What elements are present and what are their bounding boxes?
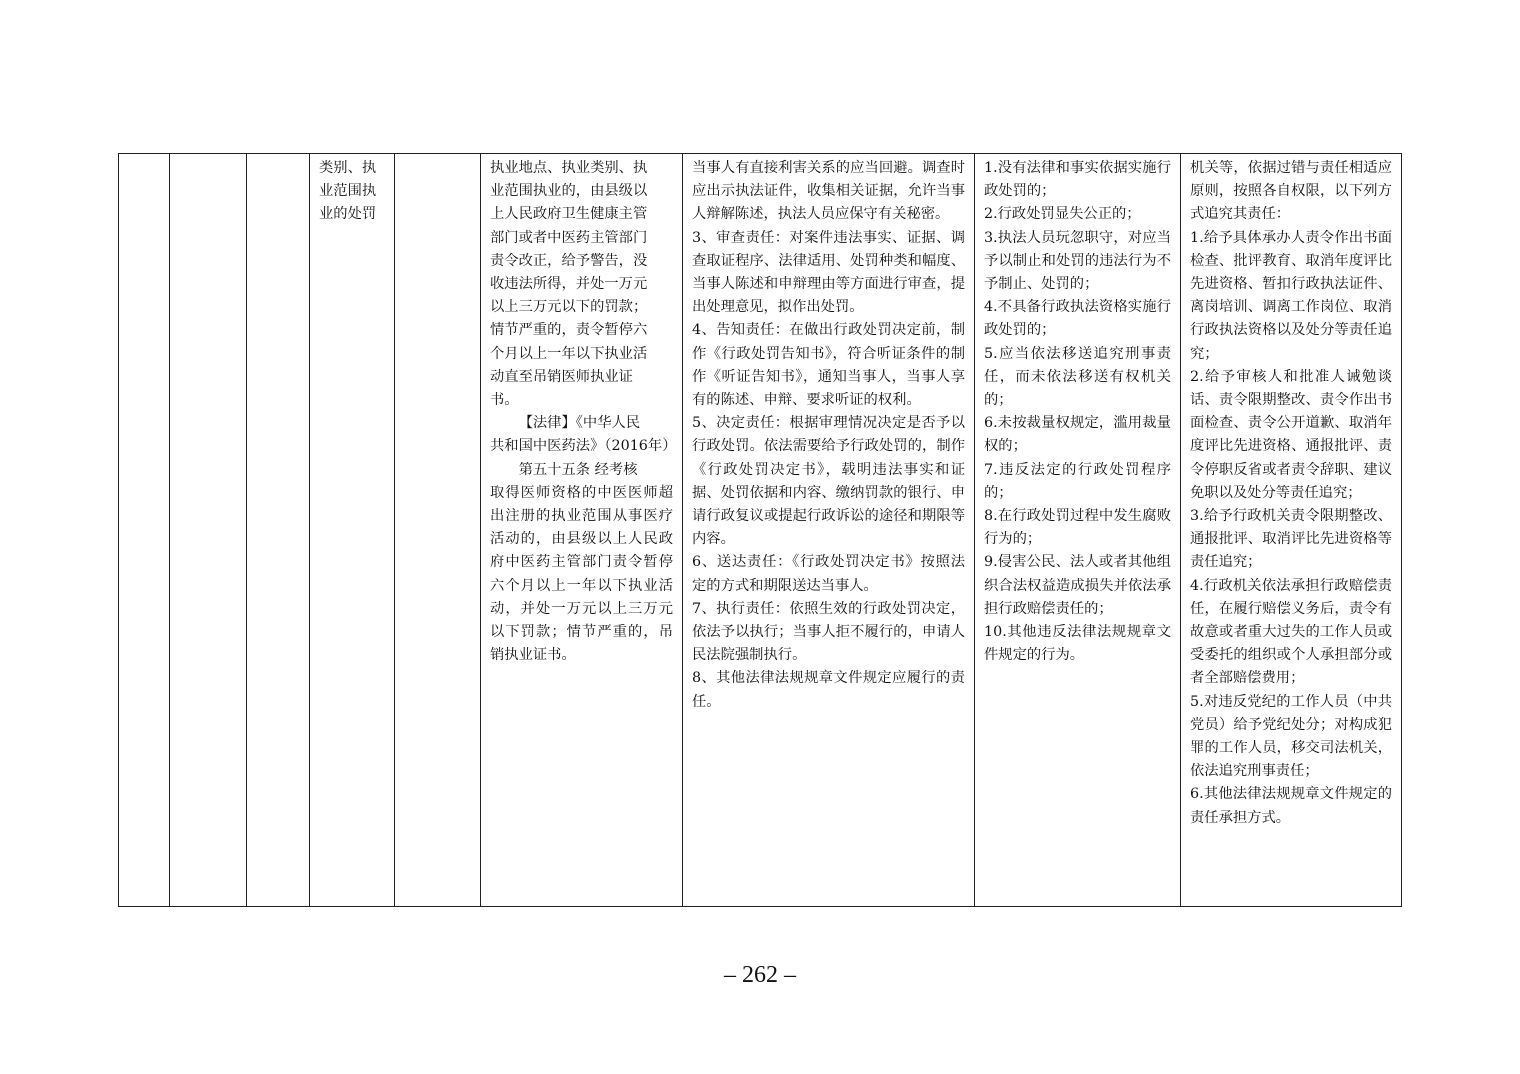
legal-basis-line: 部门或者中医药主管部门 (490, 229, 648, 246)
accountability-case-item: 1.没有法律和事实依据实施行政处罚的； (984, 160, 1171, 200)
legal-basis-text (481, 154, 682, 667)
cell-col3-empty (247, 154, 310, 907)
cell-accountability-cases (975, 154, 1181, 907)
category-line: 类别、执 (319, 160, 377, 176)
accountability-case-item: 6.未按裁量权规定，滥用裁量权的； (984, 415, 1171, 455)
legal-basis-line: 上人民政府卫生健康主管 (490, 206, 648, 223)
accountability-methods-text (1181, 154, 1401, 830)
article-body: 取得医师资格的中医医师超出注册的执业范围从事医疗活动的，由县级以上人民政府中医药主管部门责令暂停六个月以上一年以下执业活动，并处一万元以上三万元以下罚款；情节严重的，吊销执业证书。 (490, 484, 673, 664)
legal-basis-line: 责令改正，给予警告，没 (490, 252, 648, 269)
accountability-method-item: 5.对违反党纪的工作人员（中共党员）给予党纪处分；对构成犯罪的工作人员，移交司法机关，依法追究刑事责任； (1190, 693, 1392, 780)
responsibility-item: 5、决定责任：根据审理情况决定是否予以行政处罚。依法需要给予行政处罚的，制作《行政处罚决定书》，载明违法事实和证据、处罚依据和内容、缴纳罚款的银行、申请行政复议或提起行政诉讼的途径和期限等内容。 (692, 415, 965, 548)
accountability-case-item: 7.违反法定的行政处罚程序的； (984, 461, 1171, 501)
accountability-case-item: 5.应当依法移送追究刑事责任，而未依法移送有权机关的； (984, 345, 1171, 409)
responsibility-item: 3、审查责任：对案件违法事实、证据、调查取证程序、法律适用、处罚种类和幅度、当事人陈述和申辩理由等方面进行审查，提出处理意见，拟作出处罚。 (692, 229, 965, 316)
responsibility-text (683, 154, 974, 714)
accountability-method-item: 6.其他法律法规规章文件规定的责任承担方式。 (1190, 786, 1392, 826)
cell-col2-empty (170, 154, 247, 907)
accountability-method-item: 2.给予审核人和批准人诫勉谈话、责令限期整改、责令作出书面检查、责令公开道歉、取消年度评比先进资格、通报批评、责令停职反省或者责令辞职、建议免职以及处分等责任追究； (1190, 368, 1392, 501)
accountability-case-item: 3.执法人员玩忽职守，对应当予以制止和处罚的违法行为不予制止、处罚的； (984, 229, 1171, 293)
accountability-case-item: 4.不具备行政执法资格实施行政处罚的； (984, 299, 1171, 339)
accountability-case-item: 8.在行政处罚过程中发生腐败行为的； (984, 508, 1171, 548)
accountability-case-item: 9.侵害公民、法人或者其他组织合法权益造成损失并依法承担行政赔偿责任的； (984, 554, 1171, 617)
legal-basis-line: 个月以上一年以下执业活 (490, 345, 648, 362)
accountability-method-item: 3.给予行政机关责令限期整改、通报批评、取消评比先进资格等责任追究； (1190, 508, 1392, 571)
cell-category (310, 154, 395, 907)
cell-responsibility (683, 154, 975, 907)
category-line: 业的处罚 (319, 206, 377, 223)
cell-legal-basis (481, 154, 683, 907)
page-number: – 262 – (724, 962, 796, 988)
responsibility-item: 8、其他法律法规规章文件规定应履行的责任。 (692, 670, 965, 710)
accountability-cases-text (975, 154, 1180, 667)
category-line: 业范围执 (319, 183, 377, 200)
table-row (119, 154, 1402, 907)
law-title: 【法律】《中华人民 (518, 415, 641, 432)
responsibility-item: 4、告知责任：在做出行政处罚决定前，制作《行政处罚告知书》，符合听证条件的制作《听证告知书》，通知当事人，当事人享有的陈述、申辩、要求听证的权利。 (692, 322, 965, 409)
responsibility-item: 当事人有直接利害关系的应当回避。调查时应出示执法证件，收集相关证据，允许当事人辩解陈述，执法人员应保守有关秘密。 (692, 160, 965, 223)
accountability-case-item: 2.行政处罚显失公正的； (984, 206, 1141, 223)
category-text (310, 154, 394, 227)
legal-basis-line: 业范围执业的，由县级以 (490, 183, 648, 200)
cell-accountability-methods (1181, 154, 1402, 907)
legal-basis-line: 书。 (490, 392, 519, 409)
accountability-case-item: 10.其他违反法律法规规章文件规定的行为。 (984, 624, 1171, 664)
legal-basis-line: 收违法所得，并处一万元 (490, 276, 648, 293)
responsibility-item: 6、送达责任：《行政处罚决定书》按照法定的方式和期限送达当事人。 (692, 554, 965, 594)
legal-basis-line: 以上三万元以下的罚款； (490, 299, 648, 316)
accountability-method-item: 1.给予具体承办人责令作出书面检查、批评教育、取消年度评比先进资格、暂扣行政执法证件、离岗培训、调离工作岗位、取消行政执法资格以及处分等责任追究； (1190, 229, 1392, 362)
legal-basis-line: 动直至吊销医师执业证 (490, 368, 633, 385)
law-title-continued: 共和国中医药法》（2016年） (490, 438, 677, 455)
legal-basis-line: 执业地点、执业类别、执 (490, 160, 648, 176)
responsibility-item: 7、执行责任：依照生效的行政处罚决定，依法予以执行；当事人拒不履行的，申请人民法院强制执行。 (692, 600, 965, 664)
cell-col1-empty (119, 154, 170, 907)
legal-basis-line: 情节严重的，责令暂停六 (490, 322, 648, 339)
accountability-method-item: 机关等，依据过错与责任相适应原则，按照各自权限，以下列方式追究其责任： (1190, 160, 1392, 223)
accountability-method-item: 4.行政机关依法承担行政赔偿责任，在履行赔偿义务后，责令有故意或者重大过失的工作人员或受委托的组织或个人承担部分或者全部赔偿费用； (1190, 577, 1392, 687)
responsibility-table (118, 153, 1402, 907)
article-heading: 第五十五条 经考核 (518, 461, 638, 478)
cell-col5-empty (395, 154, 481, 907)
